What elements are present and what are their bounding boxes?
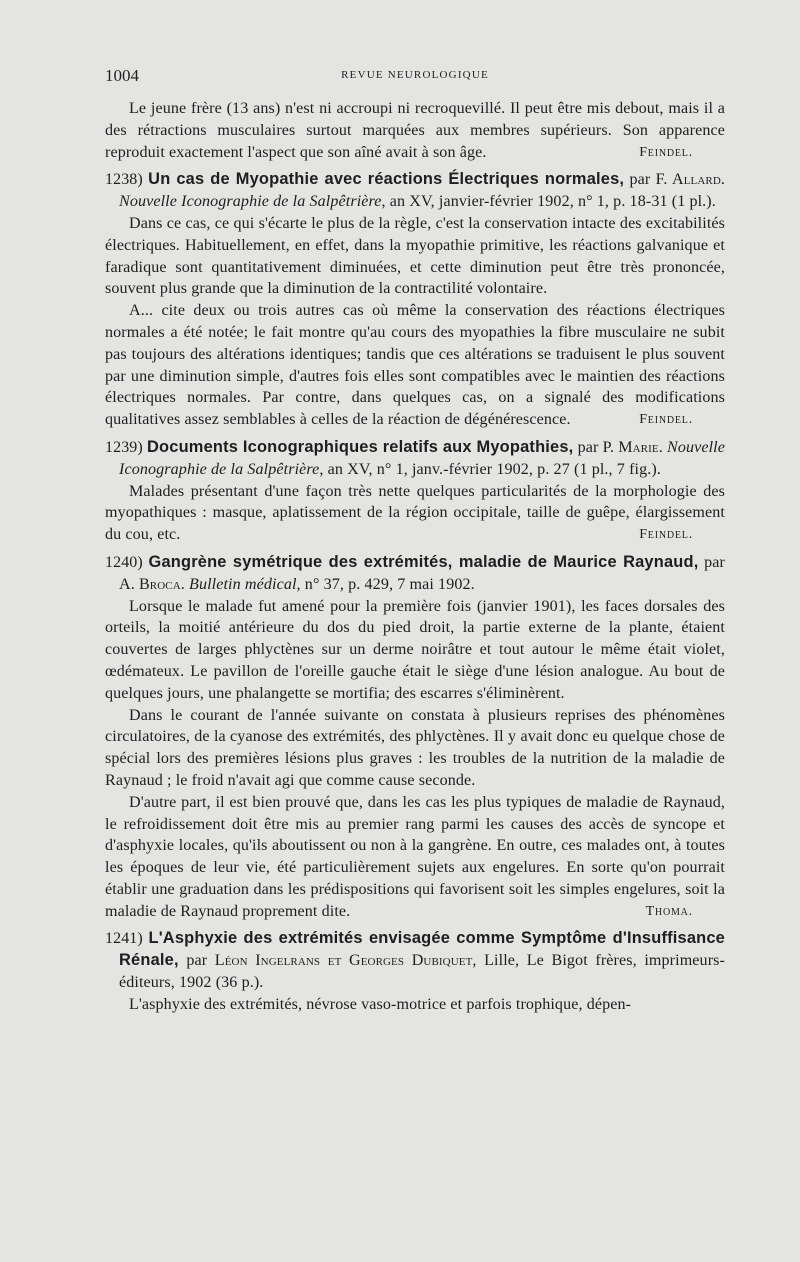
entry-title: Gangrène symétrique des extrémités, maladie de Maurice Raynaud, (148, 552, 699, 571)
entry-citation: , an XV, n° 1, janv.-février 1902, p. 27 (1 pl., 7 fig.). (319, 460, 661, 478)
entry-paragraph: Dans ce cas, ce qui s'écarte le plus de la règle, c'est la conservation intacte des excitabilités électriques. Habituellement, en effet, dans la myopathie primitive, les réactions galvanique et faradique sont quantitativement diminuées, et cette diminution peut être très prononcée, souvent plus grande que la diminution de la contractilité volontaire. (105, 214, 725, 298)
page-header (105, 66, 725, 88)
entry-paragraph-text: A... cite deux ou trois autres cas où même la conservation des réactions électriques normales a été notée; le fait montre qu'au cours des myopathies la fibre musculaire ne subit pas toujours des altérations identiques; tandis que ces altérations se traduisent le plus souvent par une diminution simple, d'autres fois elles sont compatibles avec le maintien des réactions électriques normales. Par contre, dans quelques cas, on a signalé des modifications qualitatives assez semblables à celles de la réaction de dégénérescence. (105, 302, 725, 429)
entry-journal: Nouvelle Iconographie de la Salpêtrière (119, 193, 382, 211)
entry-title: L'Asphyxie des extrémités envisagée comme Symptôme d'Insuffisance Rénale, (119, 929, 725, 970)
entry-paragraph: L'asphyxie des extrémités, névrose vaso-motrice et parfois trophique, dépen- (129, 995, 632, 1013)
entry-author: F. Allard (655, 171, 721, 189)
entry-heading: 1238) Un cas de Myopathie avec réactions Électriques normales, par F. Allard. Nouvelle Iconographie de la Salpêtrière, an XV, janvier-février 1902, n° 1, p. 18-31 (1 pl.). (105, 170, 725, 211)
entry-journal: Nouvelle Iconographie de la Salpêtrière (119, 438, 725, 478)
entry-number: 1240) (105, 553, 143, 571)
signature: Thoma. (645, 903, 693, 919)
entry-author: A. Broca (119, 575, 181, 593)
entry-author: Léon Ingelrans et Georges Dubiquet (214, 952, 473, 970)
entry-citation: , n° 37, p. 429, 7 mai 1902. (296, 575, 475, 593)
entry-paragraph: Lorsque le malade fut amené pour la première fois (janvier 1901), les faces dorsales des orteils, la moitié antérieure du dos du pied droit, la partie externe de la plante, étaient couvertes de larges phlyctènes sur un derme noirâtre et tout autour le même était violet, œdémateux. Le pavillon de l'oreille gauche était le siège d'une lésion analogue. Au bout de quelques jours, une phalangette se mortifia; des escarres s'éliminèrent. (105, 597, 725, 702)
entry-title: Un cas de Myopathie avec réactions Électriques normales, (148, 170, 625, 189)
entry-paragraph (105, 481, 725, 546)
entry-by: par (573, 438, 603, 456)
entry-paragraph (105, 792, 725, 923)
entry-paragraph-text: D'autre part, il est bien prouvé que, dans les cas les plus typiques de maladie de Raynaud, le refroidissement doit être mis au premier rang parmi les causes des accès de syncope et d'asphyxie locales, qu'ils aboutissent ou non à la gangrène. En outre, ces malades ont, à toutes les époques de leur vie, été particulièrement sujets aux engelures. En sorte qu'on pourrait établir une graduation dans les prédispositions qui favorisent soit les simples engelures, soit la maladie de Raynaud proprement dite. (105, 793, 725, 920)
entry-journal: Bulletin médical (189, 575, 297, 593)
intro-paragraph (105, 98, 725, 163)
signature: Feindel. (639, 144, 693, 160)
page-number: 1004 (105, 66, 139, 85)
entry-heading: 1239) Documents Iconographiques relatifs aux Myopathies, par P. Marie. Nouvelle Iconographie de la Salpêtrière, an XV, n° 1, janv.-février 1902, p. 27 (1 pl., 7 fig.). (105, 437, 725, 478)
entry-by: par (178, 952, 215, 970)
entry-heading (105, 928, 725, 993)
entry-paragraph-text: Malades présentant d'une façon très nette quelques particularités de la morphologie des myopathiques : masque, aplatissement de la région occipitale, taille de guêpe, élargissement du cou, etc. (105, 482, 725, 544)
entry-paragraph: Dans le courant de l'année suivante on constata à plusieurs reprises des phénomènes circulatoires, de la cyanose des extrémités, des phlyctènes. Il y avait donc eu quelque chose de spécial lors des premières lésions plus graves : les troubles de la nutrition de la maladie de Raynaud ; le froid n'avait agi que comme cause seconde. (105, 706, 725, 789)
entry-citation: , Lille, Le Bigot frères, imprimeurs-éditeurs, 1902 (36 p.). (119, 952, 725, 992)
entry-by: par (624, 171, 656, 189)
page-content (105, 66, 725, 1016)
signature: Feindel. (639, 412, 693, 428)
entry-title: Documents Iconographiques relatifs aux Myopathies, (147, 437, 574, 456)
signature: Feindel. (639, 527, 693, 543)
entry-number: 1241) (105, 930, 143, 948)
entry-author: P. Marie (602, 438, 659, 456)
entry-citation: , an XV, janvier-février 1902, n° 1, p. 18-31 (1 pl.). (381, 193, 716, 211)
entry-number: 1238) (105, 171, 143, 189)
entry-paragraph (105, 300, 725, 431)
intro-text: Le jeune frère (13 ans) n'est ni accroupi ni recroquevillé. Il peut être mis debout, mais il a des rétractions musculaires surtout marquées aux membres supérieurs. Son apparence reproduit exactement l'aspect que son aîné avait à son âge. (105, 100, 725, 161)
entry-number: 1239) (105, 438, 143, 456)
entry-heading: 1240) Gangrène symétrique des extrémités, maladie de Maurice Raynaud, par A. Broca. Bulletin médical, n° 37, p. 429, 7 mai 1902. (105, 552, 725, 593)
entry-by: par (698, 553, 725, 571)
running-title: REVUE NEUROLOGIQUE (341, 69, 489, 81)
